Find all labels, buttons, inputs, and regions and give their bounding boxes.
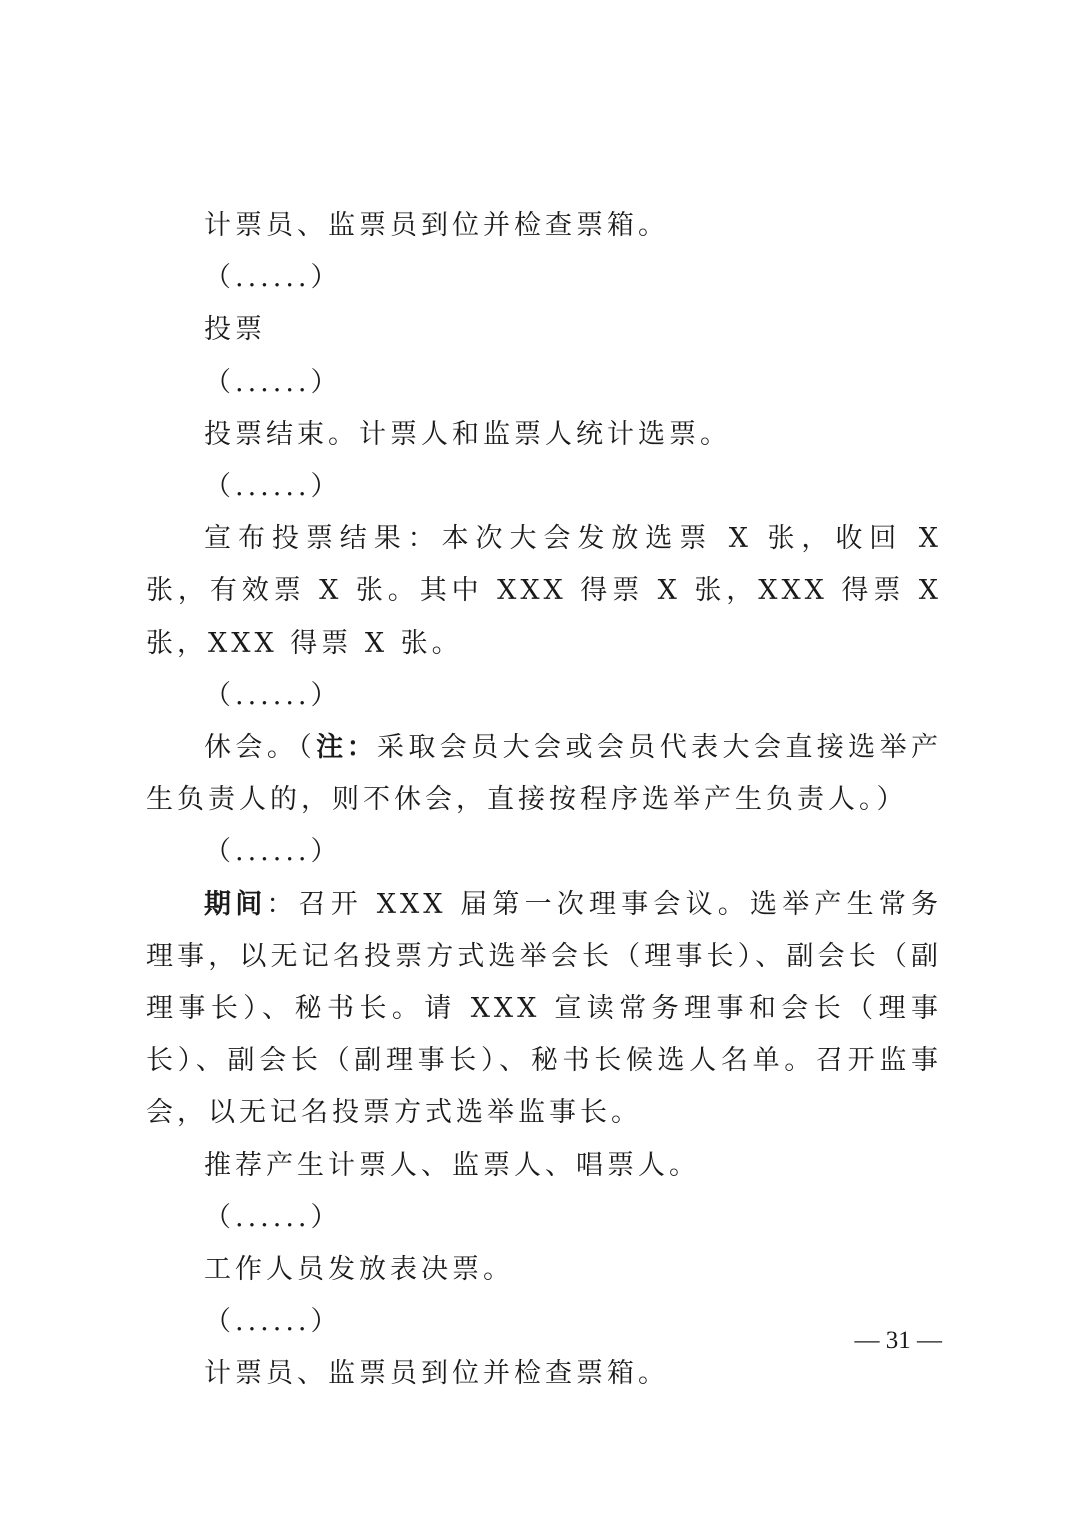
paragraph-ellipsis: （......） — [204, 471, 342, 503]
council-meeting-text: ：召开 XXX 届第一次理事会议。选举产生常务理事，以无记名投票方式选举会长（理事长）、副会长（副理事长）、秘书长。请 XXX 宣读常务理事和会长（理事长）、副会长（副理事长）、秘书长候选人名单。召开监事会，以无记名投票方式选举监事长。 — [146, 888, 942, 1129]
paragraph-ellipsis: （......） — [204, 679, 342, 711]
paragraph-announce-results: 宣布投票结果：本次大会发放选票 X 张，收回 X 张，有效票 X 张。其中 XXX 得票 X 张，XXX 得票 X 张，XXX 得票 X 张。 — [146, 523, 942, 659]
paragraph-voting-ends: 投票结束。计票人和监票人统计选票。 — [204, 418, 731, 450]
paragraph-recess-note — [146, 722, 942, 826]
note-text: 采取会员大会或会员代表大会直接选举产生负责人的，则不休会，直接按程序选举产生负责人。） — [146, 732, 943, 816]
paragraph-recommend-tellers: 推荐产生计票人、监票人、唱票人。 — [204, 1149, 700, 1181]
paragraph-ellipsis: （......） — [204, 836, 342, 868]
document-body — [146, 200, 942, 1401]
paragraph-check-ballot-box: 计票员、监票员到位并检查票箱。 — [204, 210, 669, 241]
paragraph-ellipsis: （......） — [204, 262, 342, 294]
paragraph-voting: 投票 — [204, 314, 266, 346]
page-number: — 31 — — [854, 1327, 942, 1354]
period-label: 期间 — [204, 888, 267, 920]
paragraph-ellipsis: （......） — [204, 1306, 342, 1338]
note-label: 注： — [316, 732, 377, 764]
paragraph-ellipsis: （......） — [204, 1201, 342, 1233]
paragraph-ellipsis: （......） — [204, 366, 342, 398]
recess-text: 休会。（ — [204, 732, 317, 764]
paragraph-check-ballot-box-repeat: 计票员、监票员到位并检查票箱。 — [204, 1358, 669, 1390]
paragraph-council-meeting — [146, 879, 942, 1140]
paragraph-distribute-ballots: 工作人员发放表决票。 — [204, 1254, 514, 1286]
